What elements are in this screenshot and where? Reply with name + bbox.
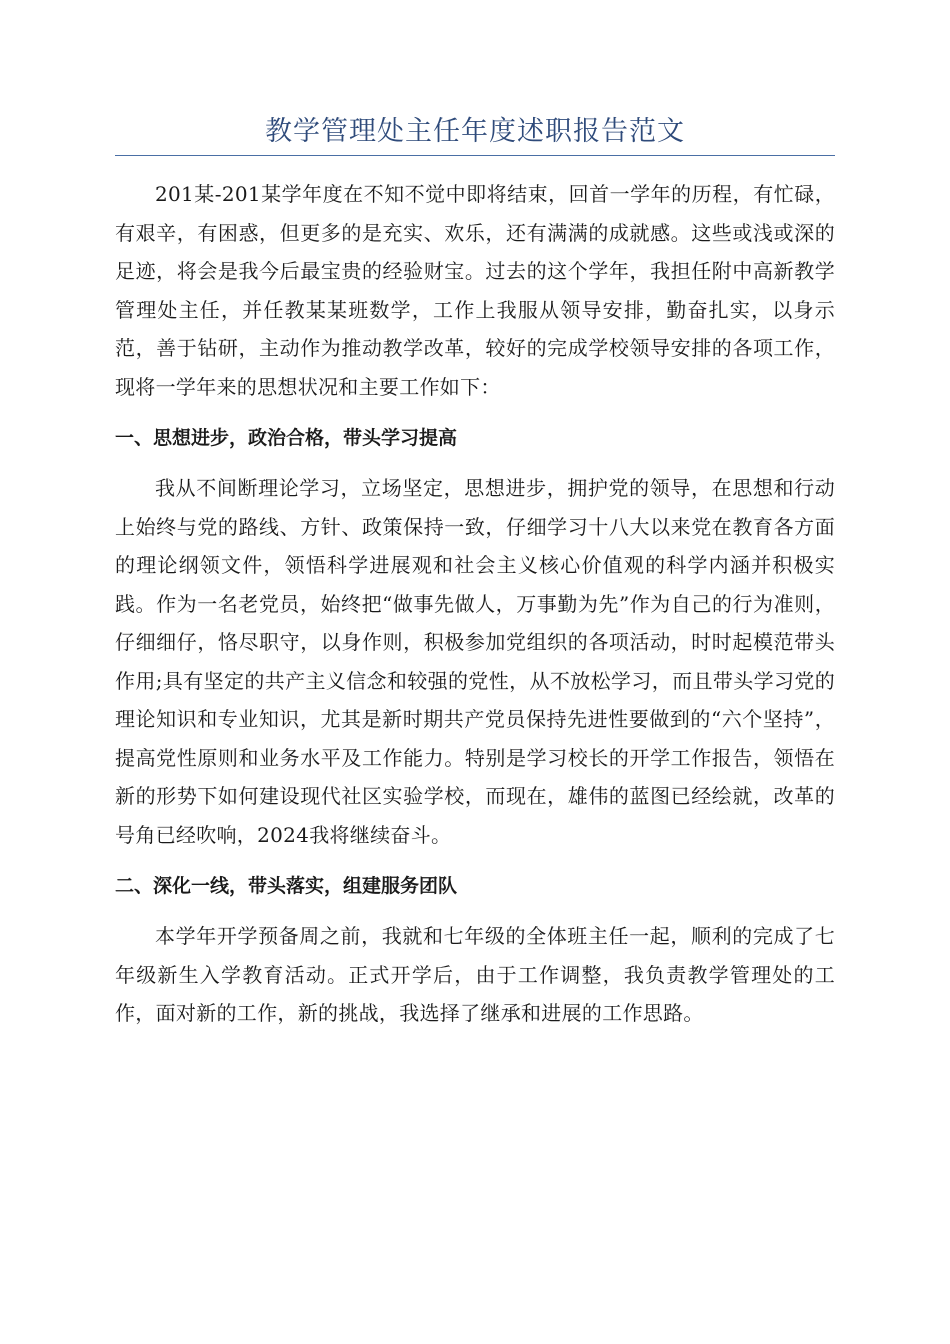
- paragraph-section-1: 我从不间断理论学习，立场坚定，思想进步，拥护党的领导，在思想和行动上始终与党的路线、方针、政策保持一致，仔细学习十八大以来党在教育各方面的理论纲领文件，领悟科学进展观和社会主义核心价值观的科学内涵并积极实践。作为一名老党员，始终把“做事先做人，万事勤为先”作为自己的行为准则，仔细细仔，恪尽职守，以身作则，积极参加党组织的各项活动，时时起模范带头作用;具有坚定的共产主义信念和较强的党性，从不放松学习，而且带头学习党的理论知识和专业知识，尤其是新时期共产党员保持先进性要做到的“六个坚持”，提高党性原则和业务水平及工作能力。特别是学习校长的开学工作报告，领悟在新的形势下如何建设现代社区实验学校，而现在，雄伟的蓝图已经绘就，改革的号角已经吹响，2024我将继续奋斗。: [115, 476, 835, 847]
- paragraph-intro: 201某-201某学年度在不知不觉中即将结束，回首一学年的历程，有忙碌，有艰辛，有困惑，但更多的是充实、欢乐，还有满满的成就感。这些或浅或深的足迹，将会是我今后最宝贵的经验财宝。过去的这个学年，我担任附中高新教学管理处主任，并任教某某班数学，工作上我服从领导安排，勤奋扎实，以身示范，善于钻研，主动作为推动教学改革，较好的完成学校领导安排的各项工作，现将一学年来的思想状况和主要工作如下：: [115, 182, 835, 399]
- section-heading-1: 一、思想进步，政治合格，带头学习提高: [115, 427, 458, 449]
- paragraph-section-2: 本学年开学预备周之前，我就和七年级的全体班主任一起，顺利的完成了七年级新生入学教育活动。正式开学后，由于工作调整，我负责教学管理处的工作，面对新的工作，新的挑战，我选择了继承和进展的工作思路。: [115, 924, 835, 1025]
- title-underline: [115, 155, 835, 156]
- section-heading-2: 二、深化一线，带头落实，组建服务团队: [115, 875, 458, 897]
- document-title: 教学管理处主任年度述职报告范文: [265, 116, 685, 147]
- document-body: [115, 175, 835, 1033]
